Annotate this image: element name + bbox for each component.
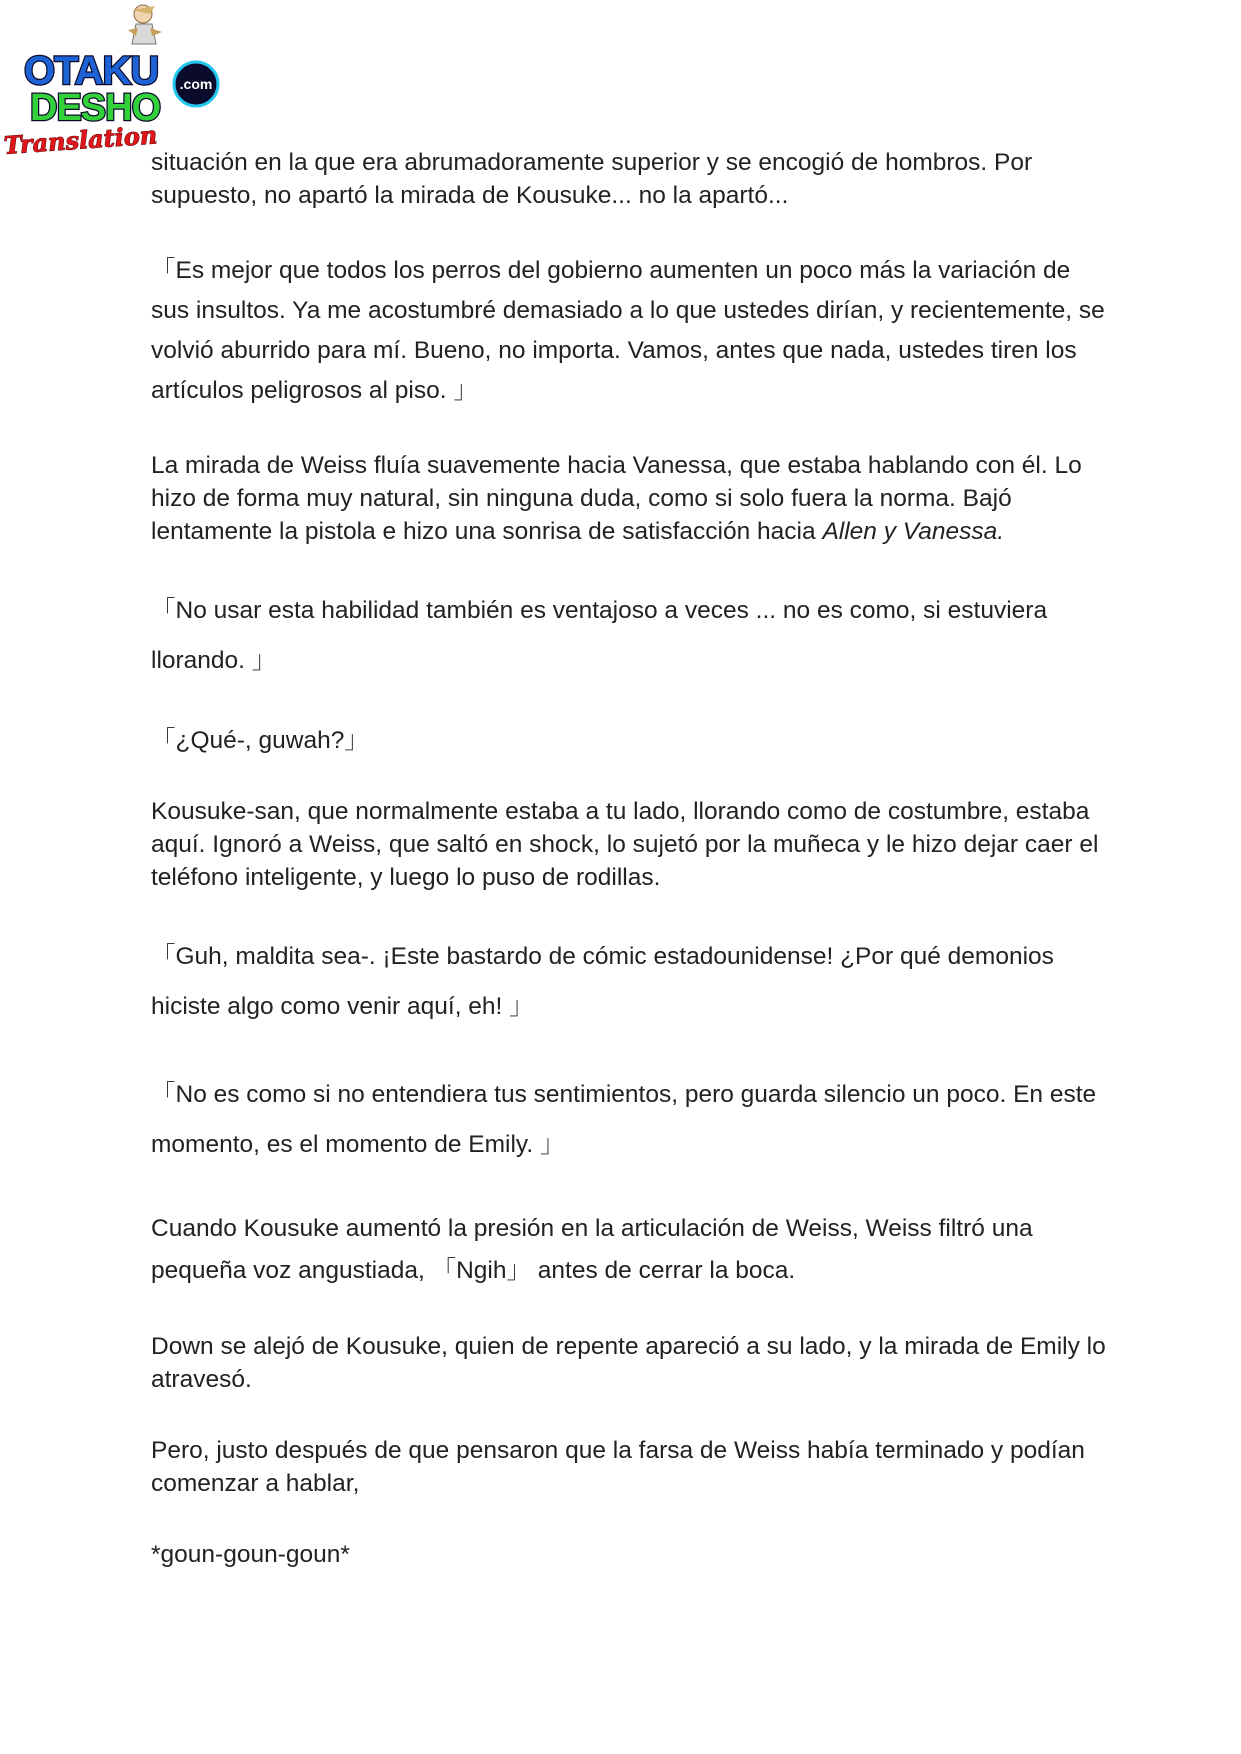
paragraph-dialogue: 「No usar esta habilidad también es ventajoso a veces ... no es como, si estuviera llorando. 」 (151, 597, 1048, 674)
paragraph: Pero, justo después de que pensaron que la farsa de Weiss había terminado y podían comenzar a hablar, (151, 1437, 1085, 1497)
paragraph: Kousuke-san, que normalmente estaba a tu lado, llorando como de costumbre, estaba aquí. Ignoró a Weiss, que saltó en shock, lo sujetó por la muñeca y le hizo dejar caer el teléfono inteligente, y luego lo puso de rodillas. (151, 798, 1099, 891)
logo-line1: OTAKU (24, 49, 159, 93)
paragraph-text: La mirada de Weiss fluía suavemente hacia Vanessa, que estaba hablando con él. Lo hizo de forma muy natural, sin ninguna duda, como si solo fuera la norma. Bajó lentamente la pistola e hizo una sonrisa de satisfacción hacia (151, 452, 1082, 545)
paragraph-dialogue: 「No es como si no entendiera tus sentimientos, pero guarda silencio un poco. En este momento, es el momento de Emily. 」 (151, 1081, 1097, 1158)
paragraph (151, 449, 1111, 548)
paragraph-dialogue: 「Es mejor que todos los perros del gobierno aumenten un poco más la variación de sus insultos. Ya me acostumbré demasiado a lo que ustedes dirían, y recientemente, se volvió aburrido para mí. Bueno, no importa. Vamos, antes que nada, ustedes tiren los artículos peligrosos al piso. 」 (151, 257, 1105, 404)
logo-badge-text: .com (179, 76, 213, 92)
paragraph: Cuando Kousuke aumentó la presión en la articulación de Weiss, Weiss filtró una pequeña voz angustiada, 「Ngih」 antes de cerrar la boca. (151, 1215, 1033, 1284)
paragraph-dialogue: 「¿Qué-, guwah?」 (151, 727, 369, 754)
paragraph: situación en la que era abrumadoramente superior y se encogió de hombros. Por supuesto, no apartó la mirada de Kousuke... no la apartó... (151, 149, 1033, 209)
mascot-icon (128, 5, 162, 44)
paragraph-italic-text: Allen y Vanessa. (822, 518, 1005, 545)
logo-line2: DESHO (30, 87, 161, 129)
logo-script: Translation (2, 120, 159, 160)
paragraph-dialogue: 「Guh, maldita sea-. ¡Este bastardo de cómic estadounidense! ¿Por qué demonios hiciste algo como venir aquí, eh! 」 (151, 943, 1054, 1020)
document-body (151, 146, 1111, 1571)
paragraph-sound-effect: *goun-goun-goun* (151, 1541, 350, 1568)
otakudesho-logo (0, 0, 240, 160)
paragraph: Down se alejó de Kousuke, quien de repente apareció a su lado, y la mirada de Emily lo atravesó. (151, 1333, 1106, 1393)
